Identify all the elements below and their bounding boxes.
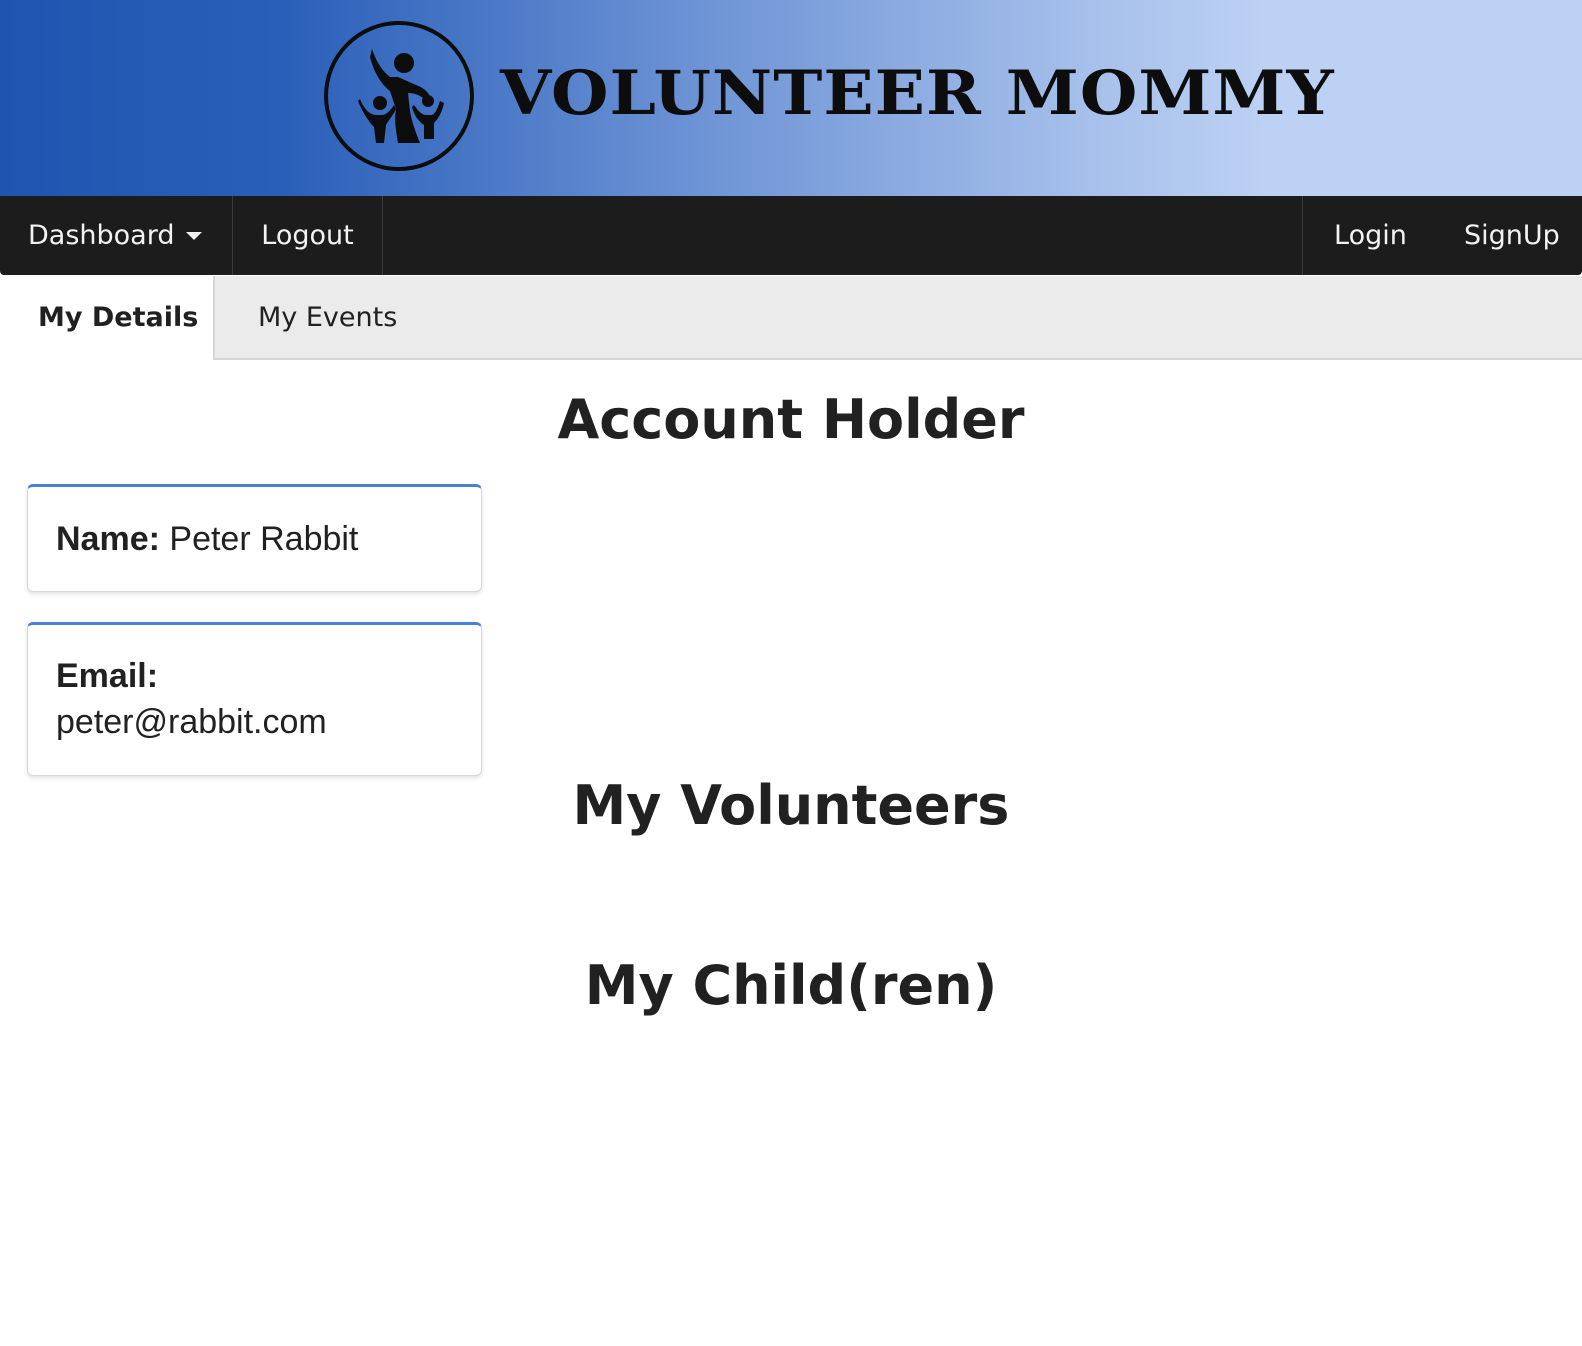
tab-bar [0,276,1582,360]
dashboard-label: Dashboard [28,220,175,251]
dashboard-dropdown[interactable] [0,196,233,275]
login-link[interactable]: Login [1334,220,1407,251]
top-navbar [0,196,1582,275]
family-circle-logo-icon [324,21,474,171]
tab-my-events[interactable]: My Events [258,302,398,333]
email-card [27,622,482,776]
brand-logo-text: VOLUNTEER MOMMY [500,56,1335,129]
logout-link[interactable]: Logout [233,196,383,275]
email-value: peter@rabbit.com [56,703,327,741]
caret-down-icon [186,232,202,240]
name-card [27,484,482,592]
name-value: Peter Rabbit [169,520,359,558]
header-banner [0,0,1582,196]
my-children-heading: My Child(ren) [584,954,998,1017]
tab-my-details[interactable]: My Details [0,276,215,360]
signup-link[interactable]: SignUp [1464,220,1560,251]
account-holder-heading: Account Holder [557,388,1025,451]
nav-divider [1302,196,1303,275]
name-label: Name: [56,520,160,558]
my-volunteers-heading: My Volunteers [572,774,1010,837]
email-label: Email: [56,657,159,695]
